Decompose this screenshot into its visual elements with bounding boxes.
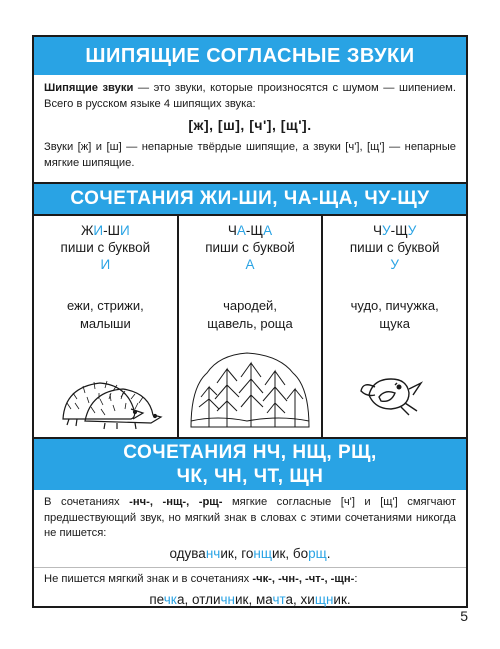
section2-title	[34, 182, 466, 214]
forest-icon	[179, 347, 322, 431]
example-text: .	[326, 545, 331, 561]
highlighted-combo: чт	[272, 591, 286, 607]
column-cha-shcha	[177, 216, 322, 437]
examples: чудо, пичужка, щука	[350, 298, 439, 331]
rule-letter: А	[245, 257, 255, 272]
example-text: ик, ма	[235, 591, 273, 607]
example-text: ик, го	[220, 545, 254, 561]
example-text: ик, бо	[271, 545, 309, 561]
divider	[34, 567, 466, 568]
examples: ежи, стрижи, малыши	[66, 298, 144, 331]
highlighted-combo: рщ	[308, 545, 327, 561]
sounds-list: [ж], [ш], [ч'], [щ'].	[188, 117, 312, 133]
highlighted-combo: чн	[220, 591, 236, 607]
rule-paragraph-2: Не пишется мягкий знак и в сочетаниях -чк-, -чн-, -чт-, -щн-:	[44, 573, 358, 585]
examples: чародей, щавель, роща	[207, 298, 293, 331]
example-text: одува	[169, 545, 206, 561]
highlighted-combo: нч	[205, 545, 221, 561]
section1-body	[44, 80, 456, 171]
rule-paragraph-1: В сочетаниях -нч-, -нщ-, -рщ- мягкие согласные [ч'] и [щ'] смягчают предшествующий звук, но мягкий знак в словах с этими сочетаниями никогда не пишется:	[44, 496, 456, 539]
bird-icon	[323, 367, 466, 417]
combo-heading: ЧУ-ЩУ	[373, 223, 417, 238]
hedgehogs-icon	[34, 369, 177, 431]
section2-title-text: СОЧЕТАНИЯ ЖИ-ШИ, ЧА-ЩА, ЧУ-ЩУ	[70, 188, 430, 209]
column-chu-shchu	[321, 216, 466, 437]
definition-term: Шипящие звуки	[44, 82, 134, 94]
example-line-2	[44, 592, 456, 608]
combo-heading: ЖИ-ШИ	[80, 223, 130, 238]
combinations-columns	[34, 214, 466, 437]
section3-title-line1: СОЧЕТАНИЯ НЧ, НЩ, РЩ,	[123, 441, 377, 463]
example-text: пе	[149, 591, 164, 607]
sounds-note: Звуки [ж] и [ш] — непарные твёрдые шипящие, а звуки [ч'], [щ'] — непарные мягкие шипящие.	[44, 141, 456, 169]
section1-title-text: ШИПЯЩИЕ СОГЛАСНЫЕ ЗВУКИ	[85, 44, 415, 67]
highlighted-combo: щн	[314, 591, 334, 607]
combo-heading: ЧА-ЩА	[227, 223, 273, 238]
definition-text: — это звуки, которые произносятся с шумом — шипением. Всего в русском языке 4 шипящих звука:	[44, 82, 456, 110]
highlighted-combo: нщ	[253, 545, 272, 561]
example-text: ик.	[333, 591, 351, 607]
page-number: 5	[460, 608, 468, 624]
section3-body	[44, 495, 456, 613]
rule-text: пиши с буквой	[60, 240, 151, 255]
page-frame	[32, 35, 468, 608]
rule-text: пиши с буквой	[205, 240, 295, 255]
section1-title	[34, 37, 466, 75]
rule-letter: У	[390, 257, 399, 272]
definition	[44, 80, 456, 112]
rule-letter: И	[100, 257, 111, 272]
section3-title-line2: ЧК, ЧН, ЧТ, ЩН	[176, 465, 324, 487]
section3-title	[34, 437, 466, 490]
example-text: а, хи	[285, 591, 315, 607]
highlighted-combo: чк	[163, 591, 177, 607]
rule-text: пиши с буквой	[349, 240, 440, 255]
column-zhi-shi	[34, 216, 177, 437]
example-text: а, отли	[176, 591, 221, 607]
example-line-1	[44, 546, 456, 562]
